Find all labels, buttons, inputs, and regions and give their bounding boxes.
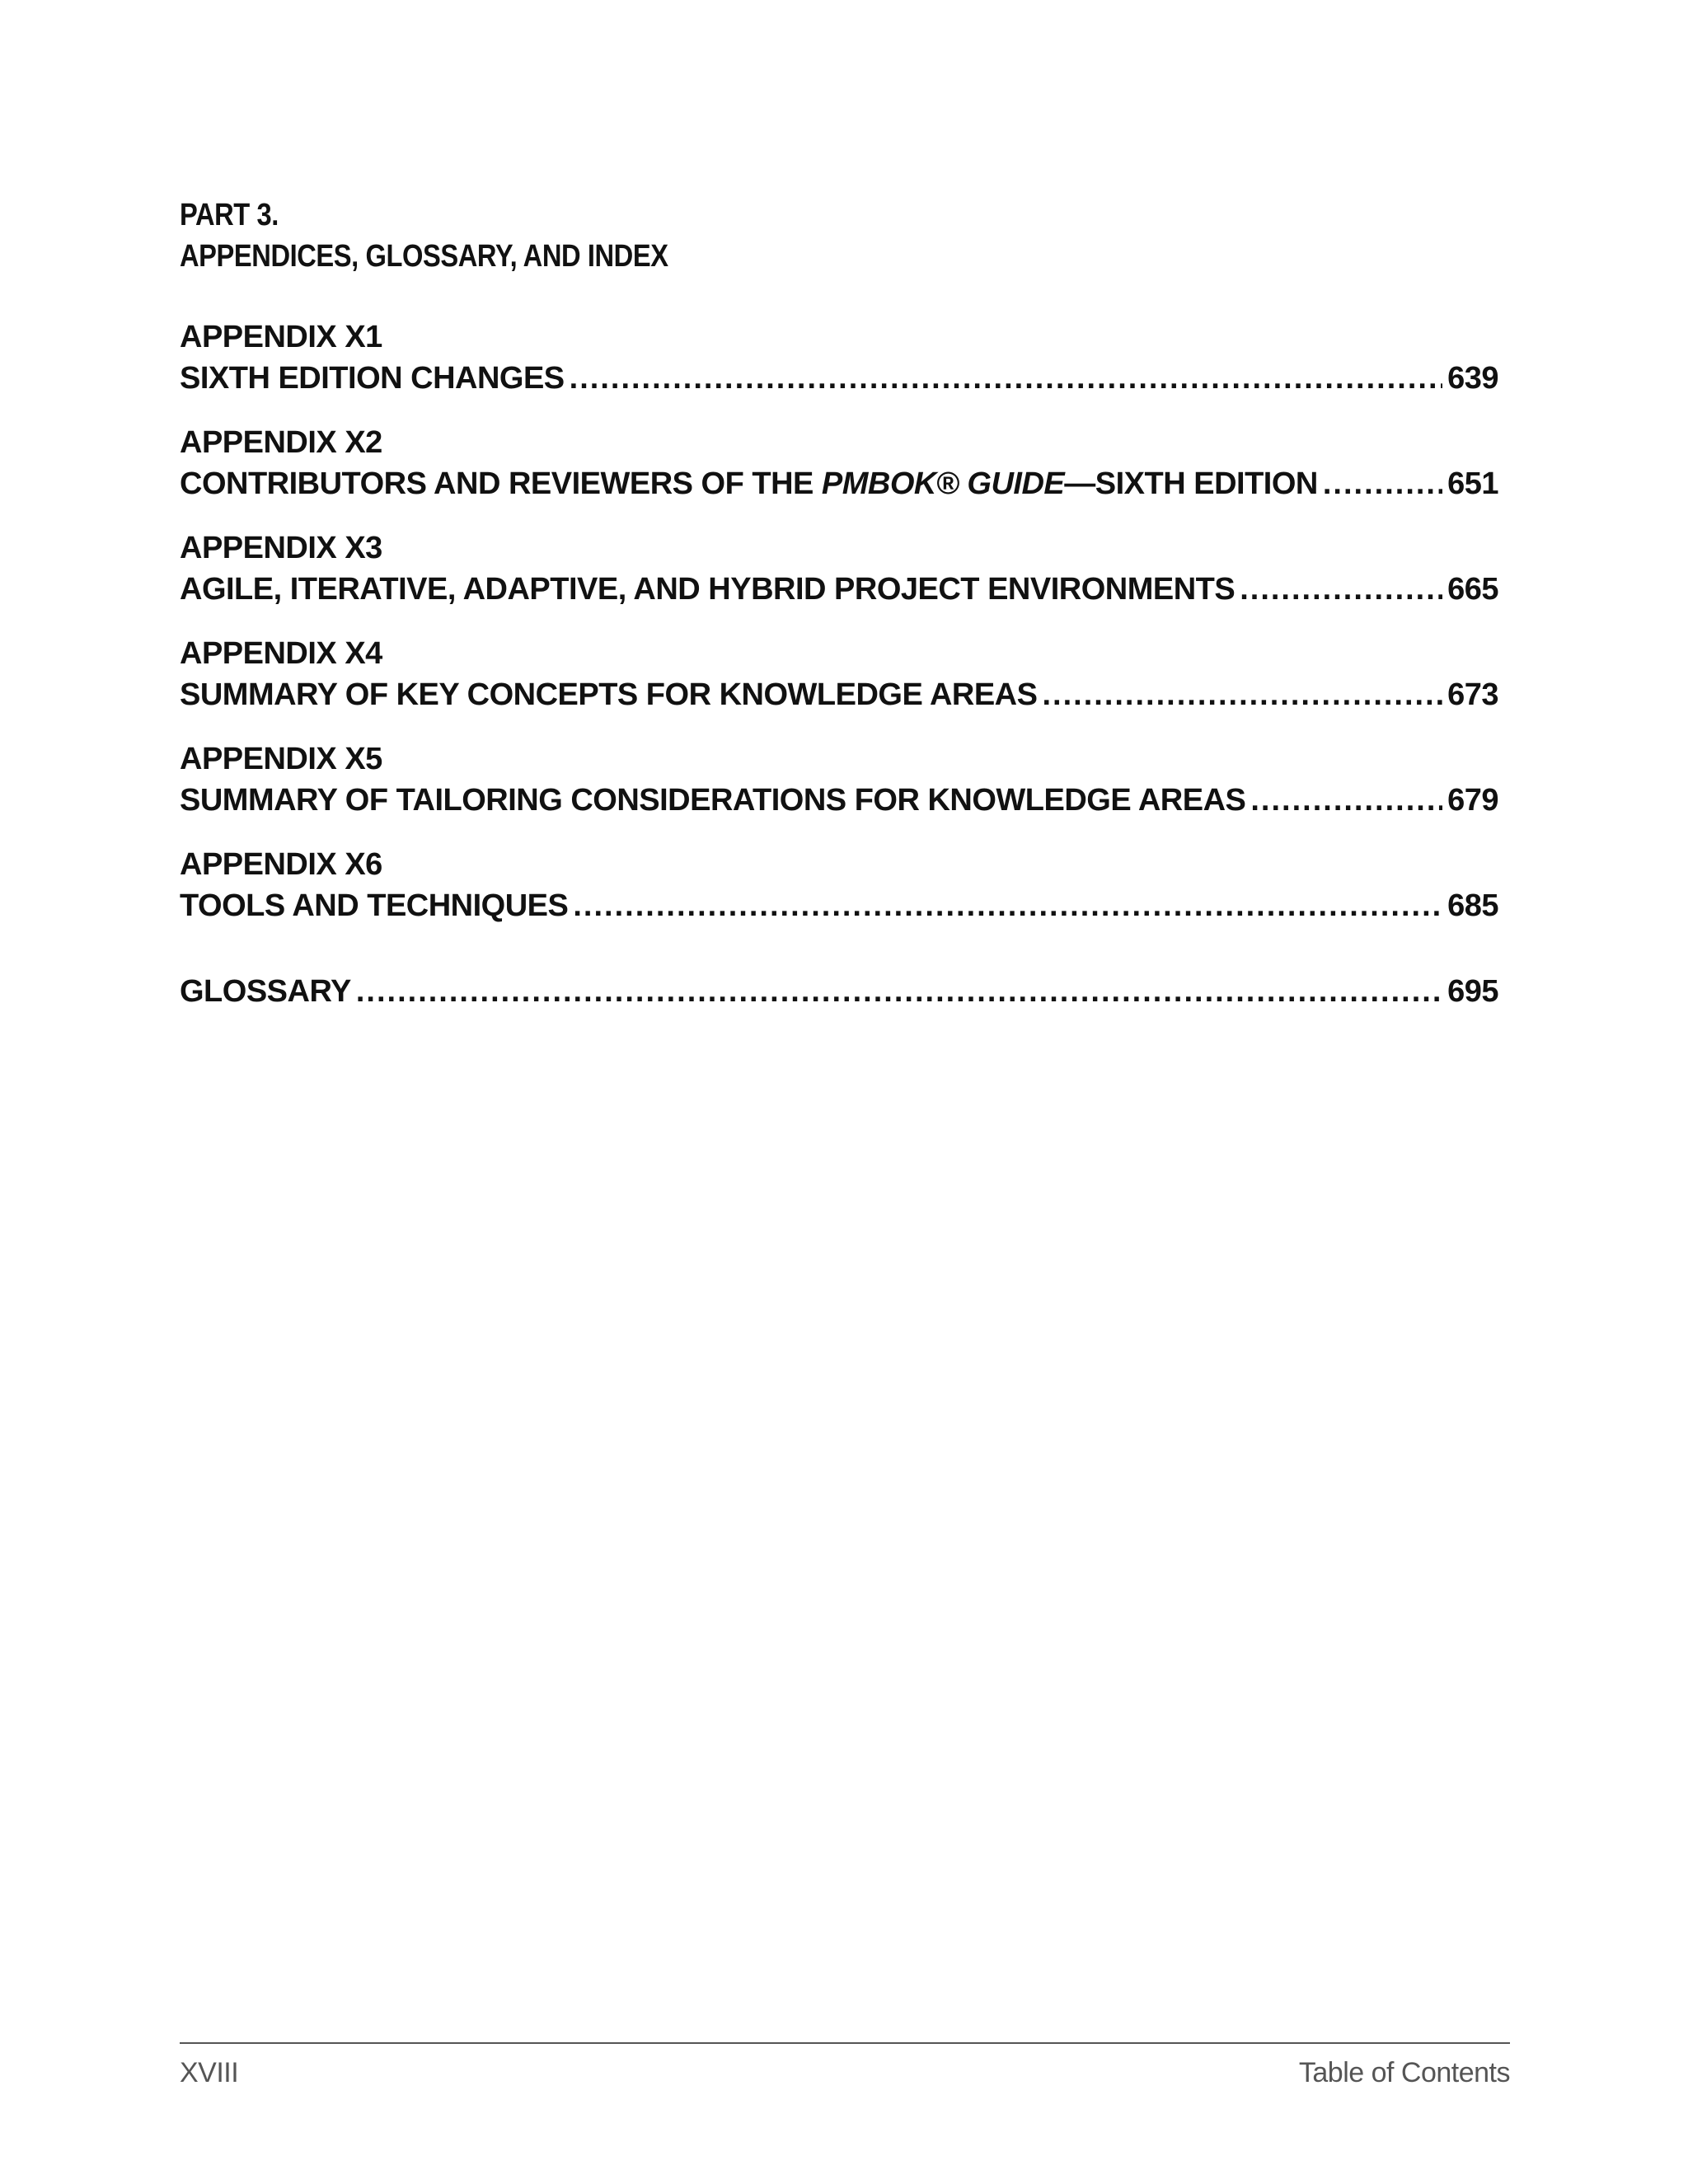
entry-label: APPENDIX X6 <box>180 847 382 882</box>
entry-label: APPENDIX X2 <box>180 425 382 460</box>
part-heading <box>180 194 1314 277</box>
dot-leader <box>570 358 1442 399</box>
entry-title: TOOLS AND TECHNIQUES <box>180 888 569 923</box>
dot-leader <box>1042 674 1442 715</box>
entry-page-number: 651 <box>1447 466 1498 501</box>
toc-entry-appendix-x6[interactable] <box>180 844 1498 926</box>
dot-leader <box>356 971 1442 1012</box>
dot-leader <box>573 885 1442 926</box>
toc-entry-appendix-x4[interactable] <box>180 633 1498 715</box>
footer-section-title: Table of Contents <box>1298 2057 1510 2088</box>
toc-entry-glossary[interactable] <box>180 971 1498 1012</box>
entry-title: AGILE, ITERATIVE, ADAPTIVE, AND HYBRID PROJECT ENVIRONMENTS <box>180 572 1236 607</box>
entry-title-start: CONTRIBUTORS AND REVIEWERS OF THE <box>180 466 822 501</box>
entry-title <box>180 463 1318 504</box>
entry-title-end: —SIXTH EDITION <box>1064 466 1318 501</box>
entry-row <box>180 971 1498 1012</box>
dot-leader <box>1240 569 1442 610</box>
entry-row <box>180 780 1498 821</box>
entry-label: APPENDIX X3 <box>180 531 382 565</box>
entry-page-number: 665 <box>1447 572 1498 607</box>
dot-leader <box>1250 780 1442 821</box>
entry-page-number: 679 <box>1447 783 1498 818</box>
entry-label: APPENDIX X4 <box>180 636 382 671</box>
entry-title-italic: PMBOK® GUIDE <box>821 466 1065 501</box>
entry-row <box>180 569 1498 610</box>
table-of-contents <box>180 316 1498 1035</box>
entry-page-number: 673 <box>1447 677 1498 712</box>
entry-label: APPENDIX X1 <box>180 320 382 354</box>
entry-page-number: 639 <box>1447 361 1498 396</box>
entry-row <box>180 885 1498 926</box>
dot-leader <box>1323 463 1442 504</box>
entry-title: GLOSSARY <box>180 974 351 1009</box>
entry-row <box>180 463 1498 504</box>
entry-label: APPENDIX X5 <box>180 742 382 776</box>
entry-row <box>180 358 1498 399</box>
entry-title: SUMMARY OF KEY CONCEPTS FOR KNOWLEDGE AREAS <box>180 677 1038 712</box>
toc-entry-appendix-x5[interactable] <box>180 738 1498 821</box>
entry-title: SUMMARY OF TAILORING CONSIDERATIONS FOR KNOWLEDGE AREAS <box>180 783 1246 818</box>
part-title: APPENDICES, GLOSSARY, AND INDEX <box>180 239 668 274</box>
toc-entry-appendix-x3[interactable] <box>180 527 1498 610</box>
toc-entry-appendix-x2[interactable] <box>180 422 1498 504</box>
part-number: PART 3. <box>180 198 279 232</box>
entry-title: SIXTH EDITION CHANGES <box>180 361 565 396</box>
entry-row <box>180 674 1498 715</box>
footer-page-number: XVIII <box>180 2057 239 2088</box>
entry-page-number: 685 <box>1447 888 1498 923</box>
toc-entry-appendix-x1[interactable] <box>180 316 1498 399</box>
entry-page-number: 695 <box>1447 974 1498 1009</box>
footer-divider <box>180 2042 1510 2044</box>
